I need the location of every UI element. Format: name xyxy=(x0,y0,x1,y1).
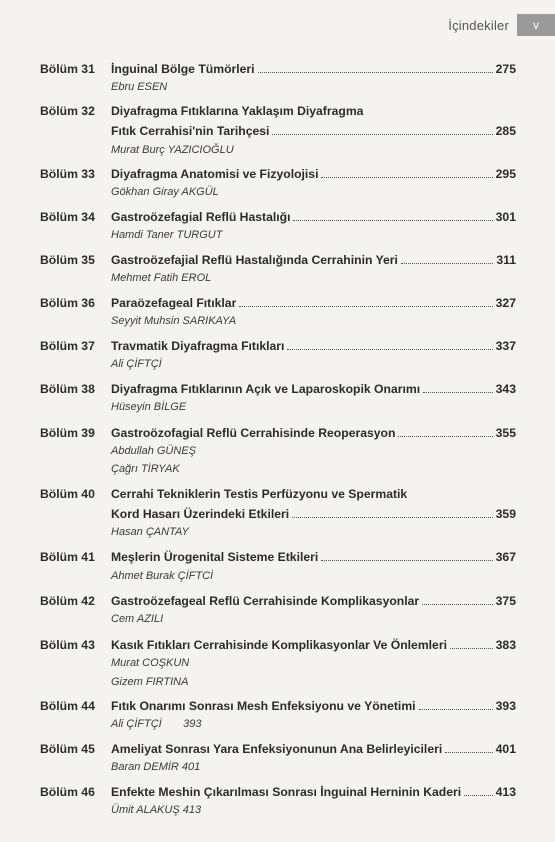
leader-dots xyxy=(422,604,492,605)
author: Çağrı TİRYAK xyxy=(111,463,180,475)
leader-dots xyxy=(293,220,492,221)
chapter-title: Diyafragma Fıtıklarının Açık ve Laparoskopik Onarımı xyxy=(111,382,421,396)
leader-dots xyxy=(450,648,493,649)
author: Mehmet Fatih EROL xyxy=(111,272,212,284)
leader-dots xyxy=(258,72,493,73)
leader-dots xyxy=(423,392,493,393)
page-number: 383 xyxy=(495,638,516,652)
author: Seyyit Muhsin SARIKAYA xyxy=(111,315,237,327)
author: Ali ÇİFTÇİ xyxy=(111,358,162,370)
page-number: 275 xyxy=(495,62,516,76)
chapter-number: Bölüm 37 xyxy=(40,339,95,353)
chapter-number: Bölüm 32 xyxy=(40,104,95,118)
author: Hasan ÇANTAY xyxy=(111,526,189,538)
chapter-title: Gastroözofagial Reflü Cerrahisinde Reoperasyon xyxy=(111,426,396,440)
leader-dots xyxy=(292,517,493,518)
chapter-title-line1: Diyafragma Fıtıklarına Yaklaşım Diyafragma xyxy=(111,104,364,118)
leader-dots xyxy=(287,349,492,350)
page-number: 367 xyxy=(495,550,516,564)
author: Ali ÇİFTÇİ 393 xyxy=(111,718,202,730)
author: Ahmet Burak ÇİFTCİ xyxy=(111,570,214,582)
section-title: İçindekiler xyxy=(448,17,509,33)
author: Hamdi Taner TURGUT xyxy=(111,229,223,241)
chapter-title-line xyxy=(111,124,516,138)
chapter-title: Gastroözefajial Reflü Hastalığında Cerrahinin Yeri xyxy=(111,253,398,267)
chapter-title-line1: Cerrahi Tekniklerin Testis Perfüzyonu ve Spermatik xyxy=(111,487,408,501)
chapter-title-line xyxy=(111,550,516,564)
chapter-title: İnguinal Bölge Tümörleri xyxy=(111,62,255,76)
page-number: 355 xyxy=(495,426,516,440)
author: Murat Burç YAZICIOĞLU xyxy=(111,144,234,156)
author: Hüseyin BİLGE xyxy=(111,401,187,413)
page-header xyxy=(448,14,555,36)
author: Murat COŞKUN xyxy=(111,657,190,669)
chapter-title-line xyxy=(111,167,516,181)
author: Ebru ESEN xyxy=(111,81,168,93)
chapter-number: Bölüm 46 xyxy=(40,785,95,799)
chapter-title: Meşlerin Ürogenital Sisteme Etkileri xyxy=(111,550,319,564)
chapter-title-line xyxy=(111,426,516,440)
page-number: 413 xyxy=(495,785,516,799)
chapter-title: Kord Hasarı Üzerindeki Etkileri xyxy=(111,507,290,521)
chapter-title: Paraözefageal Fıtıklar xyxy=(111,296,237,310)
leader-dots xyxy=(321,177,492,178)
chapter-title-line xyxy=(111,62,516,76)
leader-dots xyxy=(321,560,492,561)
author: Gökhan Giray AKGÜL xyxy=(111,186,219,198)
chapter-number: Bölüm 36 xyxy=(40,296,95,310)
chapter-title: Gastroözefageal Reflü Cerrahisinde Komplikasyonlar xyxy=(111,594,420,608)
chapter-number: Bölüm 45 xyxy=(40,742,95,756)
chapter-number: Bölüm 34 xyxy=(40,210,95,224)
page-number: 401 xyxy=(495,742,516,756)
leader-dots xyxy=(272,134,492,135)
chapter-title: Enfekte Meshin Çıkarılması Sonrası İnguinal Herninin Kaderi xyxy=(111,785,462,799)
chapter-title-line xyxy=(111,210,516,224)
chapter-title-line xyxy=(111,507,516,521)
chapter-number: Bölüm 39 xyxy=(40,426,95,440)
chapter-number: Bölüm 35 xyxy=(40,253,95,267)
chapter-title-line xyxy=(111,339,516,353)
page-number: 301 xyxy=(495,210,516,224)
page-number-tab: v xyxy=(517,14,555,36)
chapter-number: Bölüm 33 xyxy=(40,167,95,181)
chapter-number: Bölüm 38 xyxy=(40,382,95,396)
chapter-title: Diyafragma Anatomisi ve Fizyolojisi xyxy=(111,167,319,181)
page-number: 285 xyxy=(495,124,516,138)
page-number: 393 xyxy=(495,699,516,713)
chapter-title-line xyxy=(111,742,516,756)
author: Baran DEMİR 401 xyxy=(111,761,201,773)
page-number: 327 xyxy=(495,296,516,310)
leader-dots xyxy=(464,795,493,796)
page-number: 311 xyxy=(496,253,516,267)
chapter-title: Kasık Fıtıkları Cerrahisinde Komplikasyonlar Ve Önlemleri xyxy=(111,638,447,652)
author: Abdullah GÜNEŞ xyxy=(111,445,196,457)
chapter-title: Fıtık Onarımı Sonrası Mesh Enfeksiyonu ve Yönetimi xyxy=(111,699,416,713)
chapter-number: Bölüm 31 xyxy=(40,62,95,76)
author: Cem AZILI xyxy=(111,613,164,625)
leader-dots xyxy=(419,709,493,710)
author: Ümit ALAKUŞ 413 xyxy=(111,804,202,816)
chapter-title: Fıtık Cerrahisi'nin Tarihçesi xyxy=(111,124,270,138)
author: Gizem FIRTINA xyxy=(111,676,189,688)
chapter-title-line xyxy=(111,699,516,713)
page-number: 359 xyxy=(495,507,516,521)
page-number: 295 xyxy=(495,167,516,181)
chapter-number: Bölüm 40 xyxy=(40,487,95,501)
chapter-title-line xyxy=(111,594,516,608)
leader-dots xyxy=(401,263,493,264)
page-number: 337 xyxy=(495,339,516,353)
leader-dots xyxy=(445,752,492,753)
page-number: 343 xyxy=(495,382,516,396)
chapter-title-line xyxy=(111,382,516,396)
chapter-number: Bölüm 43 xyxy=(40,638,95,652)
chapter-title-line xyxy=(111,296,516,310)
leader-dots xyxy=(239,306,492,307)
chapter-title-line xyxy=(111,785,516,799)
chapter-number: Bölüm 42 xyxy=(40,594,95,608)
chapter-title: Travmatik Diyafragma Fıtıkları xyxy=(111,339,285,353)
leader-dots xyxy=(398,436,492,437)
page-number: 375 xyxy=(495,594,516,608)
chapter-title: Ameliyat Sonrası Yara Enfeksiyonunun Ana Belirleyicileri xyxy=(111,742,443,756)
chapter-title: Gastroözefagial Reflü Hastalığı xyxy=(111,210,291,224)
chapter-title-line xyxy=(111,253,516,267)
chapter-title-line xyxy=(111,638,516,652)
chapter-number: Bölüm 44 xyxy=(40,699,95,713)
chapter-number: Bölüm 41 xyxy=(40,550,95,564)
